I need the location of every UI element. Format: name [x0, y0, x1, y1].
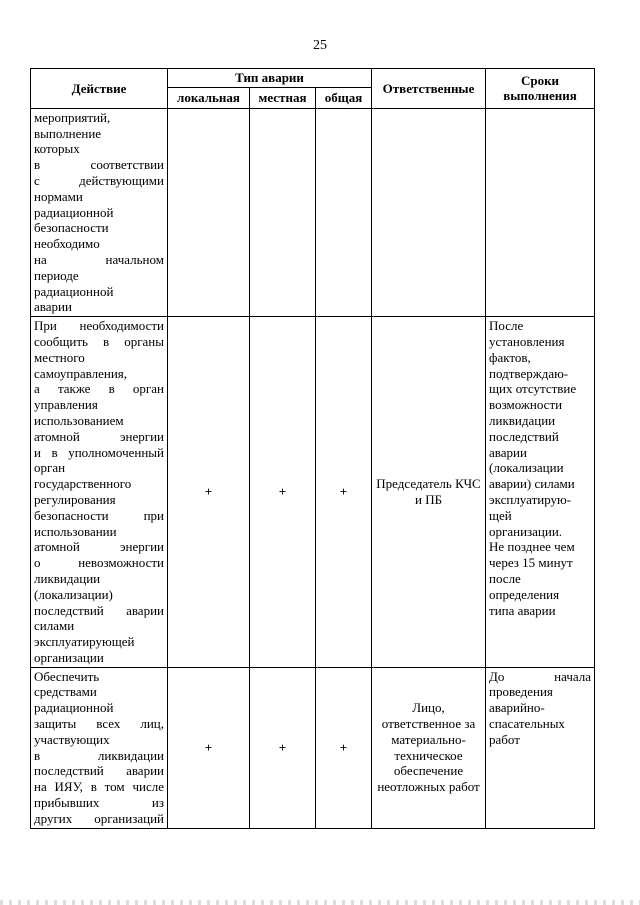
- action-line: сообщить в органы: [34, 333, 164, 349]
- deadline-line: типа аварии: [489, 602, 556, 618]
- action-line: управления: [34, 397, 98, 413]
- action-line: (локализации): [34, 586, 113, 602]
- action-line: которых: [34, 141, 80, 157]
- deadline-line: проведения: [489, 684, 553, 700]
- table-body: [31, 108, 595, 828]
- action-line: прибывших из: [34, 795, 164, 811]
- deadline-line: аварии) силами: [489, 476, 575, 492]
- action-line: организации: [34, 649, 104, 665]
- deadline-line: определения: [489, 586, 560, 602]
- type-general-cell: +: [316, 317, 372, 668]
- deadline-line: После: [489, 318, 524, 334]
- deadline-line: щих отсутствие: [489, 381, 577, 397]
- action-line: мероприятий,: [34, 109, 111, 125]
- action-line: безопасности: [34, 220, 109, 236]
- action-line: о невозможности: [34, 555, 164, 571]
- deadline-line: аварийно-: [489, 700, 545, 716]
- responsible-cell: Лицо, ответственное за материально-техническое обеспечение неотложных работ: [372, 667, 486, 828]
- action-line: периоде: [34, 267, 79, 283]
- action-line: радиационной: [34, 283, 114, 299]
- header-action: Действие: [31, 69, 168, 109]
- action-line: атомной энергии: [34, 428, 164, 444]
- table-row: [31, 317, 595, 668]
- action-line: на начальном: [34, 251, 164, 267]
- deadline-line: До начала: [489, 668, 592, 684]
- deadline-line: аварии: [489, 444, 527, 460]
- action-line: защиты всех лиц,: [34, 716, 164, 732]
- action-line: силами: [34, 618, 75, 634]
- action-line: с действующими: [34, 172, 164, 188]
- action-cell: [31, 667, 168, 828]
- action-line: безопасности при: [34, 507, 164, 523]
- action-line: государственного: [34, 476, 132, 492]
- type-area-cell: +: [250, 667, 316, 828]
- deadline-line: после: [489, 570, 521, 586]
- deadline-line: организации.: [489, 523, 563, 539]
- header-area: местная: [250, 87, 316, 108]
- action-line: в ликвидации: [34, 747, 164, 763]
- action-line: аварии: [34, 299, 72, 315]
- type-local-cell: [168, 108, 250, 316]
- action-line: участвующих: [34, 731, 110, 747]
- table-row: [31, 108, 595, 316]
- page-number: 25: [313, 38, 327, 53]
- action-line: самоуправления,: [34, 365, 128, 381]
- header-deadlines: Сроки выполнения: [486, 69, 595, 109]
- header-accident-type: Тип аварии: [168, 69, 372, 88]
- deadline-line: работ: [489, 731, 520, 747]
- action-line: средствами: [34, 684, 97, 700]
- action-line: нормами: [34, 188, 83, 204]
- action-line: радиационной: [34, 700, 114, 716]
- deadline-cell: [486, 317, 595, 668]
- action-line: Обеспечить: [34, 668, 100, 684]
- action-line: При необходимости: [34, 318, 164, 334]
- deadline-line: спасательных: [489, 716, 565, 732]
- deadline-line: установления: [489, 333, 565, 349]
- deadline-cell: [486, 667, 595, 828]
- action-line: местного: [34, 349, 85, 365]
- table-row: [31, 667, 595, 828]
- action-cell: [31, 108, 168, 316]
- action-line: атомной энергии: [34, 539, 164, 555]
- responsible-cell: Председатель КЧС и ПБ: [372, 317, 486, 668]
- deadline-line: ликвидации: [489, 412, 556, 428]
- deadline-line: подтверждаю-: [489, 365, 569, 381]
- deadline-line: (локализации: [489, 460, 564, 476]
- header-local: локальная: [168, 87, 250, 108]
- type-area-cell: +: [250, 317, 316, 668]
- type-general-cell: [316, 108, 372, 316]
- deadline-line: последствий: [489, 428, 559, 444]
- action-line: использовании: [34, 523, 117, 539]
- action-line: на ИЯУ, в том числе: [34, 779, 164, 795]
- deadline-line: эксплуатирую-: [489, 491, 572, 507]
- action-line: радиационной: [34, 204, 114, 220]
- header-responsible: Ответственные: [372, 69, 486, 109]
- type-local-cell: +: [168, 667, 250, 828]
- action-line: орган: [34, 460, 66, 476]
- action-line: необходимо: [34, 236, 100, 252]
- scan-edge-noise: [0, 900, 640, 905]
- deadline-line: фактов,: [489, 349, 531, 365]
- type-general-cell: +: [316, 667, 372, 828]
- action-line: ликвидации: [34, 570, 101, 586]
- accident-actions-table: [30, 68, 595, 829]
- action-line: других организаций: [34, 810, 164, 826]
- deadline-line: через 15 минут: [489, 555, 573, 571]
- deadline-line: Не позднее чем: [489, 539, 575, 555]
- deadline-cell: [486, 108, 595, 316]
- header-general: общая: [316, 87, 372, 108]
- type-local-cell: +: [168, 317, 250, 668]
- action-line: выполнение: [34, 125, 102, 141]
- deadline-line: возможности: [489, 397, 563, 413]
- action-line: регулирования: [34, 491, 116, 507]
- action-line: и в уполномоченный: [34, 444, 164, 460]
- deadline-line: щей: [489, 507, 512, 523]
- action-line: использованием: [34, 412, 124, 428]
- action-line: эксплуатирующей: [34, 634, 135, 650]
- action-line: последствий аварии: [34, 763, 164, 779]
- responsible-cell: [372, 108, 486, 316]
- action-line: а также в орган: [34, 381, 164, 397]
- action-line: в соответствии: [34, 157, 164, 173]
- type-area-cell: [250, 108, 316, 316]
- action-line: последствий аварии: [34, 602, 164, 618]
- action-cell: [31, 317, 168, 668]
